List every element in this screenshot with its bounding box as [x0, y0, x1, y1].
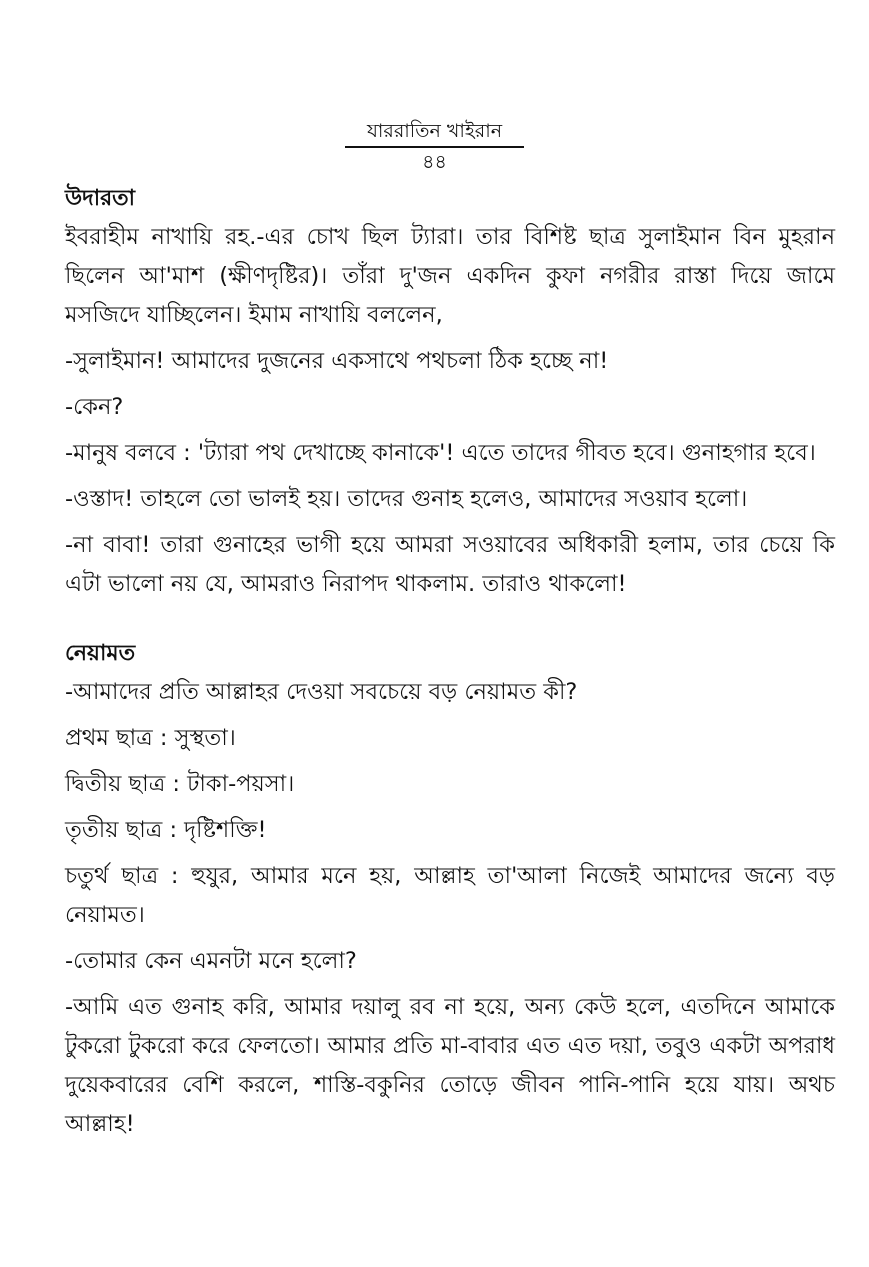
section-blessing [65, 637, 835, 1144]
paragraph: -আমি এত গুনাহ করি, আমার দয়ালু রব না হয়ে, অন্য কেউ হলে, এতদিনে আমাকে টুকরো টুকরো করে ফেলতো। আমার প্রতি মা-বাবার এত এত দয়া, তবুও একটা অপরাধ দুয়েকবারের বেশি করলে, শাস্তি-বকুনির তোড়ে জীবন পানি-পানি হয়ে যায়। অথচ আল্লাহ! [65, 994, 835, 1137]
section-heading: উদারতা [65, 186, 136, 211]
paragraph: ইবরাহীম নাখায়ি রহ.-এর চোখ ছিল ট্যারা। তার বিশিষ্ট ছাত্র সুলাইমান বিন মুহরান ছিলেন আ'মাশ (ক্ষীণদৃষ্টির)। তাঁরা দু'জন একদিন কুফা নগরীর রাস্তা দিয়ে জামে মসজিদে যাচ্ছিলেন। ইমাম নাখায়ি বললেন, [65, 224, 835, 328]
paragraph: -তোমার কেন এমনটা মনে হলো? [65, 948, 357, 974]
section-generosity [65, 182, 835, 604]
paragraph: তৃতীয় ছাত্র : দৃষ্টিশক্তি! [65, 817, 267, 843]
running-title: যাররাতিন খাইরান [345, 118, 524, 148]
paragraph: প্রথম ছাত্র : সুস্থতা। [65, 725, 236, 751]
page-number: ৪৪ [422, 151, 447, 173]
section-heading: নেয়ামত [65, 641, 136, 666]
running-header [0, 118, 869, 174]
paragraph: -ওস্তাদ! তাহলে তো ভালই হয়। তাদের গুনাহ হলেও, আমাদের সওয়াব হলো। [65, 486, 748, 512]
section-divider-space [65, 611, 835, 637]
paragraph: -না বাবা! তারা গুনাহের ভাগী হয়ে আমরা সওয়াবের অধিকারী হলাম, তার চেয়ে কি এটা ভালো নয় যে, আমরাও নিরাপদ থাকলাম. তারাও থাকলো! [65, 532, 835, 597]
paragraph: -আমাদের প্রতি আল্লাহর দেওয়া সবচেয়ে বড় নেয়ামত কী? [65, 679, 578, 705]
paragraph: দ্বিতীয় ছাত্র : টাকা-পয়সা। [65, 771, 295, 797]
paragraph: -কেন? [65, 394, 124, 420]
paragraph: চতুর্থ ছাত্র : হুযুর, আমার মনে হয়, আল্লাহ তা'আলা নিজেই আমাদের জন্যে বড় নেয়ামত। [65, 863, 835, 928]
paragraph: -সুলাইমান! আমাদের দুজনের একসাথে পথচলা ঠিক হচ্ছে না! [65, 348, 609, 374]
page-content [65, 182, 835, 1151]
paragraph: -মানুষ বলবে : 'ট্যারা পথ দেখাচ্ছে কানাকে'! এতে তাদের গীবত হবে। গুনাহগার হবে। [65, 440, 816, 466]
